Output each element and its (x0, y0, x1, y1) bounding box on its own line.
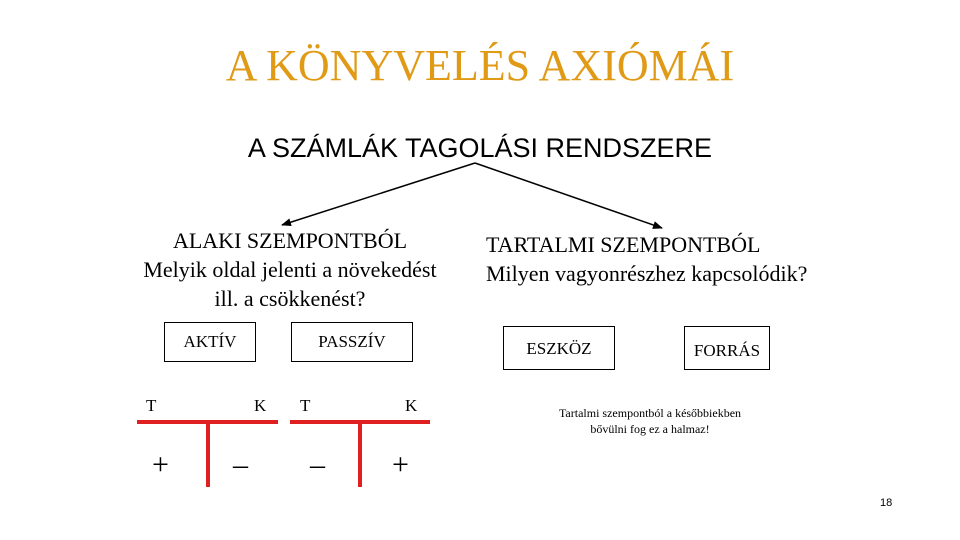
t-account-1-debit-sign: + (152, 448, 169, 481)
arrow-right (475, 163, 662, 228)
note-line-1: Tartalmi szempontból a későbbiekben (558, 406, 742, 420)
slide-subtitle: A SZÁMLÁK TAGOLÁSI RENDSZERE (247, 133, 713, 163)
t-account-2-debit-label: T (300, 396, 311, 415)
box-passziv: PASSZÍV (291, 322, 413, 362)
t-account-2-debit-sign: – (310, 448, 325, 481)
note-text (520, 405, 780, 437)
tartalmi-szempont-text (486, 230, 926, 288)
box-eszkoz: ESZKÖZ (503, 326, 615, 370)
t-account-1-credit-label: K (254, 396, 267, 415)
box-forras: FORRÁS (684, 326, 770, 370)
slide-title: A KÖNYVELÉS AXIÓMÁI (225, 41, 735, 90)
page-number: 18 (880, 497, 893, 509)
t-account-1-debit-label: T (146, 396, 157, 415)
t-account-1-credit-sign: – (233, 448, 248, 481)
alaki-line-1: ALAKI SZEMPONTBÓL (172, 228, 408, 253)
alaki-line-2: Melyik oldal jelenti a növekedést (143, 257, 437, 282)
t-account-2-credit-label: K (405, 396, 418, 415)
note-line-2: bővülni fog ez a halmaz! (590, 422, 710, 436)
t-account-2-credit-sign: + (392, 448, 409, 481)
box-aktiv: AKTÍV (164, 322, 256, 362)
alaki-szempont-text (110, 226, 470, 313)
tartalmi-line-1: TARTALMI SZEMPONTBÓL (486, 232, 761, 257)
alaki-line-3: ill. a csökkenést? (214, 286, 366, 311)
tartalmi-line-2: Milyen vagyonrészhez kapcsolódik? (486, 261, 808, 286)
arrow-left (282, 163, 475, 225)
